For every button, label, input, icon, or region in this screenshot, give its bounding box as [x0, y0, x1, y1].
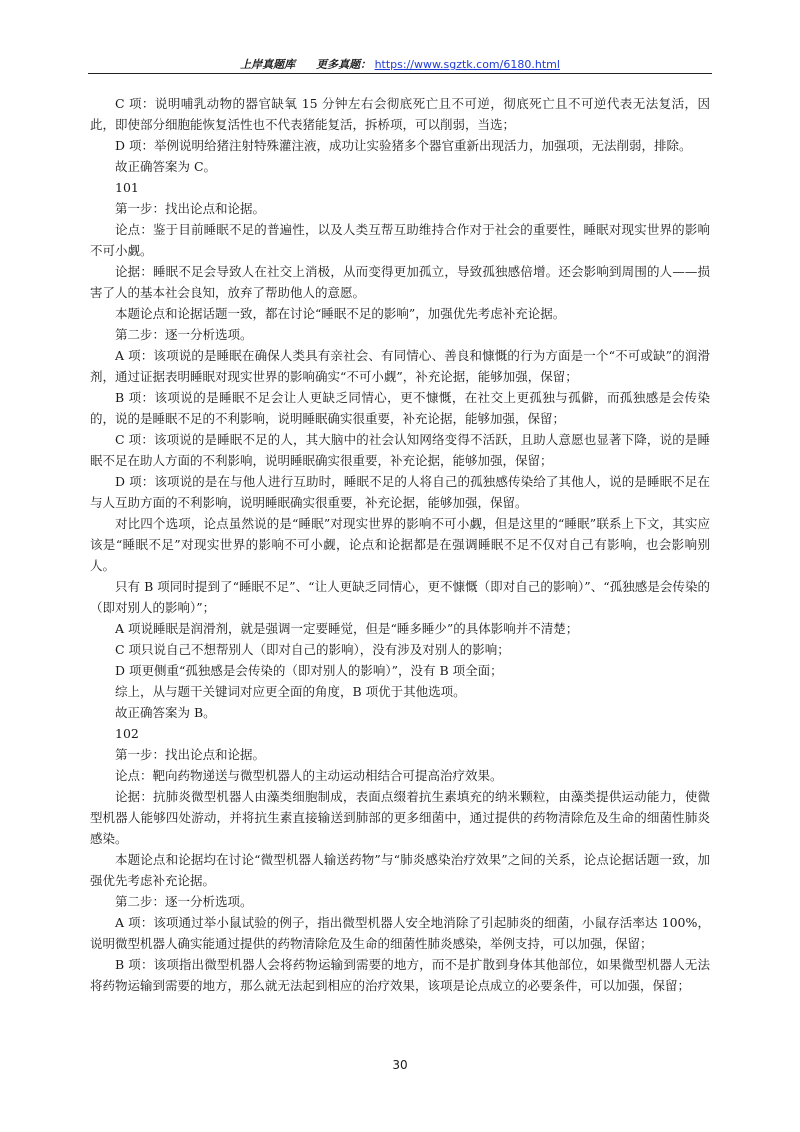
paragraph: 本题论点和论据均在讨论“微型机器人输送药物”与“肺炎感染治疗效果”之间的关系，论点论据话题一致，加强优先考虑补充论据。 — [90, 852, 710, 888]
paragraph: 第一步：找出论点和论据。 — [115, 747, 266, 762]
paragraph: 第二步：逐一分析选项。 — [115, 327, 253, 342]
paragraph: A 项说睡眠是润滑剂，就是强调一定要睡觉，但是“睡多睡少”的具体影响并不清楚； — [115, 621, 579, 636]
paragraph: D 项更侧重“孤独感是会传染的（即对别人的影响）”，没有 B 项全面； — [115, 663, 503, 678]
question-number: 102 — [115, 726, 139, 741]
paragraph: 论据：抗肺炎微型机器人由藻类细胞制成，表面点缀着抗生素填充的纳米颗粒，由藻类提供运动能力，使微型机器人能够四处游动，并将抗生素直接输送到肺部的更多细菌中，通过提供的药物清除危及生命的细菌性肺炎感染。 — [90, 789, 710, 846]
paragraph: 故正确答案为 B。 — [115, 705, 216, 720]
header-brand: 上岸真题库 — [240, 58, 296, 71]
paragraph: D 项：该项说的是在与他人进行互助时，睡眠不足的人将自己的孤独感传染给了其他人，说的是睡眠不足在与人互助方面的不利影响，说明睡眠确实很重要，补充论据，能够加强，保留。 — [90, 474, 710, 510]
paragraph: 对比四个选项，论点虽然说的是“睡眠”对现实世界的影响不可小觑，但是这里的“睡眠”联系上下文，其实应该是“睡眠不足”对现实世界的影响不可小觑，论点和论据都是在强调睡眠不足不仅对自己有影响，也会影响别人。 — [90, 516, 710, 573]
paragraph: 只有 B 项同时提到了“睡眠不足”、“让人更缺乏同情心，更不慷慨（即对自己的影响）”、“孤独感是会传染的（即对别人的影响）”； — [90, 579, 710, 615]
paragraph: 综上，从与题干关键词对应更全面的角度，B 项优于其他选项。 — [115, 684, 466, 699]
paragraph: A 项：该项通过举小鼠试验的例子，指出微型机器人安全地消除了引起肺炎的细菌，小鼠存活率达 100%，说明微型机器人确实能通过提供的药物清除危及生命的细菌性肺炎感染，举例支持，可以加强，保留； — [90, 915, 710, 951]
paragraph: 第二步：逐一分析选项。 — [115, 894, 253, 909]
paragraph: D 项：举例说明给猪注射特殊灌注液，成功让实验猪多个器官重新出现活力，加强项，无法削弱，排除。 — [115, 138, 692, 153]
paragraph: C 项只说自己不想帮别人（即对自己的影响），没有涉及对别人的影响； — [115, 642, 510, 657]
paragraph: C 项：说明哺乳动物的器官缺氧 15 分钟左右会彻底死亡且不可逆，彻底死亡且不可逆代表无法复活，因此，即使部分细胞能恢复活性也不代表猪能复活，拆桥项，可以削弱，当选； — [90, 96, 710, 132]
paragraph: 论据：睡眠不足会导致人在社交上消极，从而变得更加孤立，导致孤独感倍增。还会影响到周围的人——损害了人的基本社会良知，放弃了帮助他人的意愿。 — [90, 264, 710, 300]
page-header — [90, 56, 710, 72]
header-divider — [88, 73, 712, 74]
header-more-label: 更多真题： — [316, 58, 372, 71]
question-number: 101 — [115, 180, 139, 195]
paragraph: 本题论点和论据话题一致，都在讨论“睡眠不足的影响”，加强优先考虑补充论据。 — [115, 306, 566, 321]
header-url-link[interactable]: https://www.sgztk.com/6180.html — [374, 58, 560, 71]
paragraph: 故正确答案为 C。 — [115, 159, 217, 174]
paragraph: 论点：鉴于目前睡眠不足的普遍性，以及人类互帮互助维持合作对于社会的重要性，睡眠对现实世界的影响不可小觑。 — [90, 222, 710, 258]
page-number: 30 — [392, 1058, 408, 1072]
paragraph: 论点：靶向药物递送与微型机器人的主动运动相结合可提高治疗效果。 — [115, 768, 503, 783]
paragraph: B 项：该项指出微型机器人会将药物运输到需要的地方，而不是扩散到身体其他部位，如果微型机器人无法将药物运输到需要的地方，那么就无法起到相应的治疗效果，该项是论点成立的必要条件，可以加强，保留； — [90, 957, 710, 993]
paragraph: 第一步：找出论点和论据。 — [115, 201, 266, 216]
document-body — [90, 93, 710, 996]
paragraph: B 项：该项说的是睡眠不足会让人更缺乏同情心，更不慷慨，在社交上更孤独与孤僻，而孤独感是会传染的，说的是睡眠不足的不利影响，说明睡眠确实很重要，补充论据，能够加强，保留； — [90, 390, 710, 426]
paragraph: C 项：该项说的是睡眠不足的人，其大脑中的社会认知网络变得不活跃，且助人意愿也显著下降，说的是睡眠不足在助人方面的不利影响，说明睡眠确实很重要，补充论据，能够加强，保留； — [90, 432, 710, 468]
paragraph: A 项：该项说的是睡眠在确保人类具有亲社会、有同情心、善良和慷慨的行为方面是一个“不可或缺”的润滑剂，通过证据表明睡眠对现实世界的影响确实“不可小觑”，补充论据，能够加强，保留； — [90, 348, 710, 384]
